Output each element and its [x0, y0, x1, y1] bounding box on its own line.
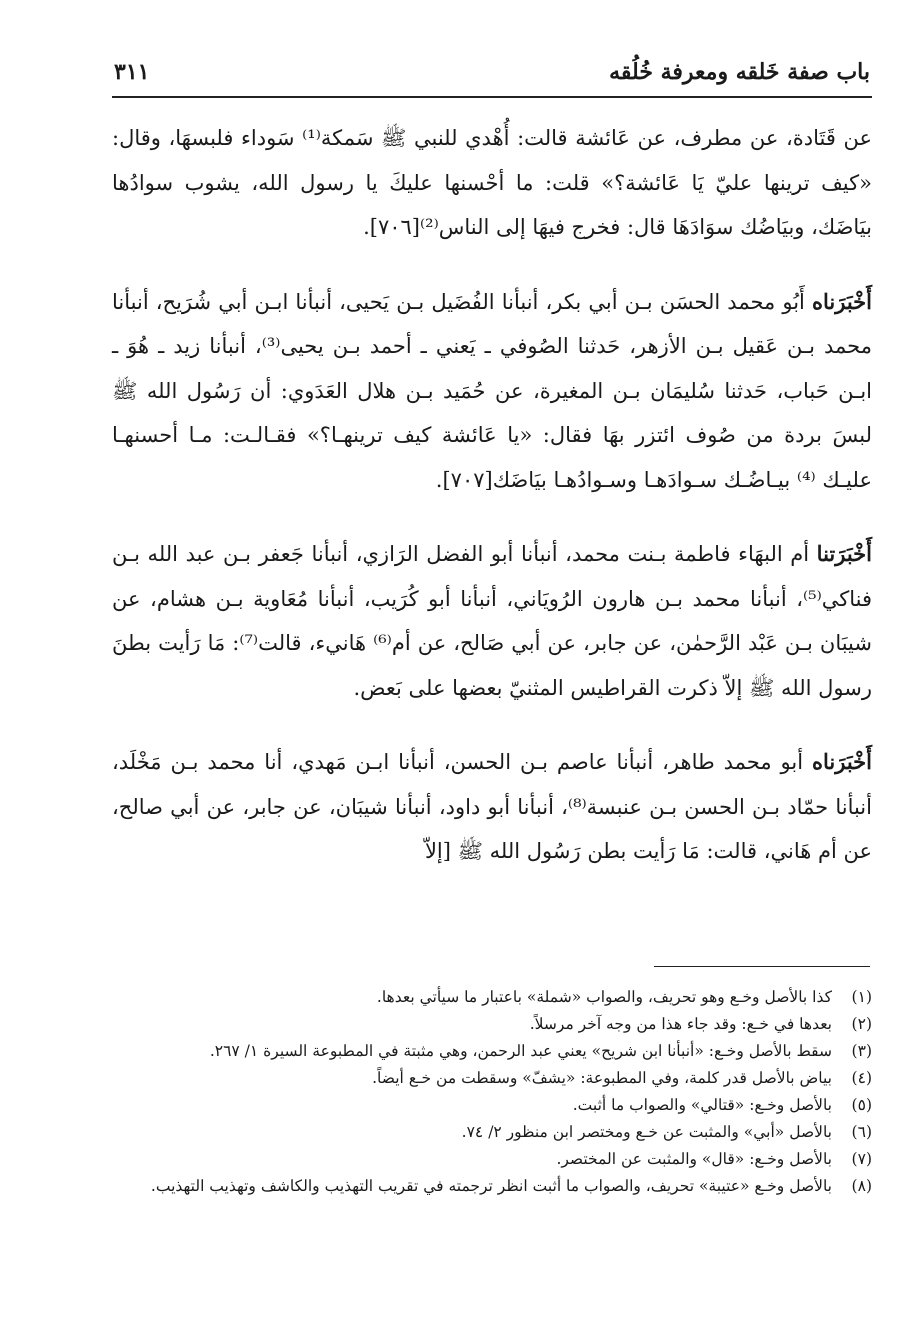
footnote-number: (٥): [851, 1096, 872, 1114]
footnote-number: (٢): [851, 1015, 872, 1033]
footnote-text: بالأصل «أبي» والمثبت عن خـع ومختصر ابن منظور ٢/ ٧٤.: [461, 1123, 832, 1141]
footnote-number: (٧): [851, 1150, 872, 1168]
paragraph-text: أبو محمد طاهر، أنبأنا عاصم بـن الحسن، أنبأنا ابـن مَهدي، أنا محمد بـن مَخْلَد، أنبأنا حمّاد بـن الحسن بـن عنبسة⁽⁸⁾، أنبأنا أبو داود، أنبأنا شيبَان، عن جابر، عن أبي صالح، عن أم هَاني، قالت: مَا رَأيت بطن رَسُول الله ﷺ [إلاّ: [112, 750, 872, 863]
page-number: ٣١١: [114, 59, 150, 85]
paragraph: [112, 116, 872, 250]
chapter-title: باب صفة خَلقه ومعرفة خُلُقه: [609, 59, 870, 85]
paragraph-lead: أَخْبَرَناه: [812, 288, 872, 314]
paragraph-lead: أَخْبَرَناه: [812, 749, 872, 774]
main-text: [112, 116, 872, 904]
footnote: [112, 1011, 872, 1038]
paragraph: [112, 740, 872, 874]
footnote-number: (٨): [851, 1177, 872, 1195]
footnote-rule: [654, 966, 870, 967]
paragraph-text: أَبُو محمد الحسَن بـن أبي بكر، أنبأنا الفُضَيل بـن يَحيى، أنبأنا ابـن أبي شُرَيح، أنبأنا محمد بـن عَقيل بـن الأزهر، حَدثنا الصُوفي ـ يَعني ـ أحمد بـن يحيى⁽³⁾، أنبأنا زيد ـ هُوَ ـ ابـن حَباب، حَدثنا سُليمَان بـن المغيرة، عن حُمَيد بـن هلال العَدَوي: أن رَسُول الله ﷺ لبسَ بردة من صُوف ائتزر بهَا فقال: «يا عَائشة كيف ترينهـا؟» فقـالـت: مـا أحسنهـا عليـك ⁽⁴⁾ بيـاضُـك سـوادَهـا وسـوادُهـا بيَاضَك[٧٠٧].: [112, 289, 872, 492]
paragraph-text: عن قَتَادة، عن مطرف، عن عَائشة قالت: أُهْدي للنبي ﷺ سَمكة⁽¹⁾ سَوداء فلبسهَا، وقال: «كيف ترينها عليّ يَا عَائشة؟» قلت: ما أحْسنها عليكَ يا رسول الله، يشوب سوادُها بيَاضَك، وبيَاضُك سوَادَهَا قال: فخرج فيهَا إلى الناس⁽²⁾[٧٠٦].: [112, 126, 872, 239]
footnote: [112, 1038, 872, 1065]
footnote-text: سقط بالأصل وخـع: «أنبأنا ابن شريح» يعني عبد الرحمن، وهي مثبتة في المطبوعة السيرة ١/ ٢٦٧.: [209, 1042, 832, 1060]
footnote-text: بالأصل وخـع: «قتالي» والصواب ما أثبت.: [572, 1096, 832, 1114]
footnote: [112, 1119, 872, 1146]
footnote-text: بالأصل وخـع: «قال» والمثبت عن المختصر.: [556, 1150, 832, 1168]
footnote-number: (٣): [851, 1042, 872, 1060]
paragraph: [112, 280, 872, 503]
footnote-number: (٦): [851, 1123, 872, 1141]
footnote-text: بياض بالأصل قدر كلمة، وفي المطبوعة: «يشفّ» وسقطت من خـع أيضاً.: [372, 1069, 832, 1087]
footnote-text: كذا بالأصل وخـع وهو تحريف، والصواب «شملة» باعتبار ما سيأتي بعدها.: [376, 988, 832, 1006]
footnote: [112, 1173, 872, 1200]
footnote-number: (١): [851, 988, 872, 1006]
footnote-text: بالأصل وخـع «عتيبة» تحريف، والصواب ما أثبت انظر ترجمته في تقريب التهذيب والكاشف وتهذيب التهذيب.: [150, 1177, 832, 1195]
paragraph-lead: أَخْبَرَتنا: [816, 541, 872, 566]
page-header: [114, 52, 870, 92]
footnote: [112, 1146, 872, 1173]
paragraph: [112, 532, 872, 710]
footnote: [112, 1065, 872, 1092]
footnote-number: (٤): [851, 1069, 872, 1087]
header-rule: [112, 96, 872, 98]
footnote: [112, 1092, 872, 1119]
footnotes: [112, 984, 872, 1200]
footnote: [112, 984, 872, 1011]
footnote-text: بعدها في خـع: وقد جاء هذا من وجه آخر مرسلاً.: [529, 1015, 832, 1033]
paragraph-text: أم البهَاء فاطمة بـنت محمد، أنبأنا أبو الفضل الرَازي، أنبأنا جَعفر بـن عبد الله بـن فناكي⁽⁵⁾، أنبأنا محمد بـن هارون الرُويَاني، أنبأنا أبو كُرَيب، أنبأنا مُعَاوية بـن هشام، عن شيبَان بـن عَبْد الرَّحمٰن، عن جابر، عن أبي صَالح، عن أم⁽⁶⁾ هَانيء، قالت⁽⁷⁾: مَا رَأيت بطنَ رسول الله ﷺ إلاّ ذكرت القراطيس المثنيّ بعضها على بَعض.: [112, 542, 872, 700]
